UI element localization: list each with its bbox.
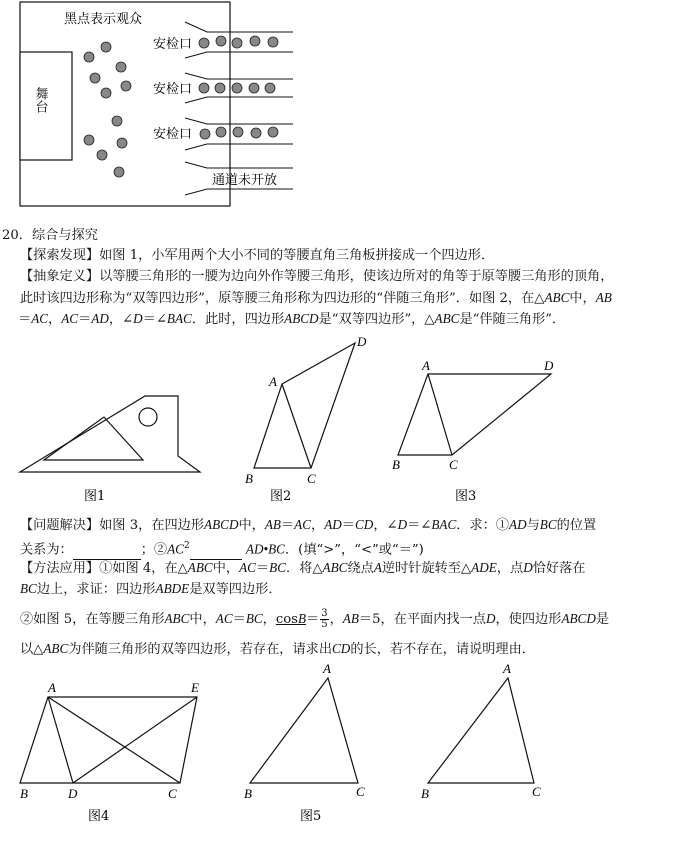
fig1-shape bbox=[20, 396, 200, 472]
text-segment: 中， bbox=[212, 561, 240, 576]
audience-dot bbox=[101, 42, 111, 52]
math-var: AC bbox=[31, 311, 49, 326]
fig4-shape bbox=[20, 697, 197, 783]
math-var: AB bbox=[264, 517, 281, 532]
text-segment: ＝5，在平面内找一点 bbox=[358, 612, 486, 627]
math-var: ABC bbox=[434, 311, 460, 326]
text-segment: 以△ bbox=[20, 642, 44, 657]
question-number-text: 20． bbox=[2, 228, 32, 243]
text-segment: cos bbox=[275, 612, 298, 627]
line-definition-3 bbox=[18, 308, 658, 330]
fig5a-label-A: A bbox=[323, 661, 331, 676]
math-var: ABC bbox=[164, 611, 190, 626]
fig2-caption: 图2 bbox=[270, 489, 292, 504]
math-var: D bbox=[397, 517, 408, 532]
text-segment: ， bbox=[329, 612, 343, 627]
math-var: AC bbox=[61, 311, 79, 326]
venue-diagram bbox=[0, 0, 676, 220]
math-var: ABC bbox=[43, 641, 69, 656]
fig4-label-C: C bbox=[168, 786, 177, 801]
text-segment: ＝ bbox=[78, 312, 92, 327]
text-segment: ，点 bbox=[496, 561, 524, 576]
fig4-label-D: D bbox=[68, 786, 78, 801]
text-segment: ．(填“>”，“<”或“＝”) bbox=[284, 542, 424, 558]
text-segment: ，使四边形 bbox=[495, 612, 562, 627]
fig2-label-D: D bbox=[357, 334, 367, 349]
audience-dot bbox=[216, 127, 226, 137]
text-segment: 【方法应用】①如图 4，在△ bbox=[20, 561, 188, 576]
math-superscript: 2 bbox=[183, 541, 190, 551]
text-segment: 【抽象定义】以等腰三角形的一腰为边向外作等腰三角形，使该边所对的角等于原等腰三角形的顶角， bbox=[20, 269, 614, 284]
audience-dot bbox=[233, 127, 243, 137]
text-segment: 逆时针旋转至△ bbox=[381, 561, 472, 576]
math-var: ABCD bbox=[204, 517, 239, 532]
text-segment: ＝∠ bbox=[407, 518, 432, 533]
text-segment: 是“伴随三角形”． bbox=[459, 312, 566, 327]
math-var: ABC bbox=[544, 290, 570, 305]
audience-dot bbox=[101, 88, 111, 98]
text-segment: ， bbox=[48, 312, 62, 327]
line-definition bbox=[20, 266, 660, 287]
stage-label: 舞台 bbox=[32, 87, 48, 113]
audience-dot bbox=[268, 127, 278, 137]
audience-dot bbox=[84, 135, 94, 145]
math-var: CD bbox=[332, 641, 351, 656]
fig5a-label-B: B bbox=[244, 786, 252, 801]
math-var: BAC bbox=[431, 517, 457, 532]
math-var: ABDE bbox=[155, 581, 190, 596]
fig3-label-A: A bbox=[422, 358, 430, 373]
text-segment: 中， bbox=[189, 612, 216, 627]
fig2-label-A: A bbox=[269, 374, 277, 389]
audience-dot bbox=[121, 81, 131, 91]
math-var: AB bbox=[342, 611, 359, 626]
text-segment: 中， bbox=[569, 291, 596, 306]
math-var: CD bbox=[354, 517, 374, 532]
text-segment: ＝ bbox=[341, 518, 355, 533]
line-application-3 bbox=[20, 607, 660, 632]
line-application-2 bbox=[20, 578, 660, 600]
figures-4-5 bbox=[0, 660, 676, 853]
math-var: AD bbox=[509, 517, 527, 532]
text-segment: ②如图 5，在等腰三角形 bbox=[20, 612, 165, 627]
fig4-label-B: B bbox=[20, 786, 28, 801]
text-segment: ＝ bbox=[18, 312, 32, 327]
fig2-label-B: B bbox=[245, 471, 253, 486]
audience-dot bbox=[250, 36, 260, 46]
fig3-label-D: D bbox=[544, 358, 554, 373]
text-segment: ，∠ bbox=[373, 518, 398, 533]
math-var: AB bbox=[595, 290, 612, 305]
fig5a-label-C: C bbox=[356, 784, 365, 799]
math-var: AC bbox=[239, 560, 256, 575]
text-segment: 边上，求证：四边形 bbox=[36, 582, 156, 597]
fig5b-triangle bbox=[428, 678, 534, 783]
line-application-4 bbox=[20, 638, 660, 660]
math-var: BC bbox=[539, 517, 557, 532]
fig5b-label-C: C bbox=[532, 784, 541, 799]
text-segment: ，∠ bbox=[108, 312, 134, 327]
text-segment: 【探索发现】如图 1，小军用两个大小不同的等腰直角三角板拼接成一个四边形． bbox=[20, 248, 495, 263]
text-segment: ＝ bbox=[280, 518, 295, 533]
math-var: D bbox=[485, 611, 496, 626]
fraction bbox=[320, 609, 328, 630]
fig2-shape bbox=[254, 343, 355, 468]
fig1-caption: 图1 bbox=[84, 489, 106, 504]
math-var: ABCD bbox=[284, 311, 319, 326]
math-var: ABC bbox=[322, 560, 348, 575]
audience-dot bbox=[97, 150, 107, 160]
text-segment: 【问题解决】如图 3，在四边形 bbox=[20, 518, 205, 533]
question-heading: 综合与探究 bbox=[31, 228, 98, 243]
audience-dot bbox=[199, 38, 209, 48]
fig3-caption: 图3 bbox=[455, 489, 477, 504]
math-var: AD•BC bbox=[245, 541, 285, 557]
fig4-label-E: E bbox=[191, 680, 199, 695]
gate-label: 安检口 bbox=[153, 127, 193, 142]
legend-title: 黑点表示观众 bbox=[64, 12, 143, 27]
math-var: ADE bbox=[471, 560, 497, 575]
line-definition-2 bbox=[20, 287, 660, 309]
line-discovery bbox=[20, 245, 660, 266]
text-segment: 为伴随三角形的双等四边形，若存在，请求出 bbox=[68, 642, 333, 657]
text-segment: 中， bbox=[238, 518, 265, 533]
audience-dot bbox=[215, 83, 225, 93]
math-var: BC bbox=[20, 581, 37, 596]
math-var: BC bbox=[245, 611, 263, 626]
audience-dot bbox=[265, 83, 275, 93]
audience-dots bbox=[84, 36, 278, 177]
fig3-label-C: C bbox=[449, 457, 458, 472]
text-segment: ＝ bbox=[255, 561, 270, 576]
text-segment: 是“双等四边形”，△ bbox=[318, 312, 435, 327]
fig3-shape bbox=[398, 374, 551, 455]
fraction-denominator: 5 bbox=[321, 619, 328, 630]
math-var: D bbox=[523, 560, 533, 575]
text-segment: ＝ bbox=[306, 612, 320, 627]
math-var: B bbox=[297, 611, 307, 626]
fig4-caption: 图4 bbox=[88, 809, 110, 824]
fig5a-triangle bbox=[250, 678, 358, 783]
math-var: AC bbox=[167, 541, 184, 557]
text-segment: ．此时，四边形 bbox=[191, 312, 285, 327]
math-var: D bbox=[133, 311, 143, 326]
math-var: ABCD bbox=[561, 611, 596, 626]
math-var: BAC bbox=[166, 311, 192, 326]
fig3-label-B: B bbox=[392, 457, 400, 472]
text-segment: ；② bbox=[140, 542, 168, 558]
audience-dot bbox=[232, 83, 242, 93]
audience-dot bbox=[268, 37, 278, 47]
text-segment: 恰好落在 bbox=[532, 561, 586, 576]
audience-dot bbox=[114, 167, 124, 177]
question-number bbox=[2, 224, 98, 243]
text-segment: 是 bbox=[595, 612, 610, 627]
line-problem bbox=[20, 514, 660, 536]
math-var: AD bbox=[324, 517, 342, 532]
text-segment: ， bbox=[262, 612, 276, 627]
text-segment: ．将△ bbox=[286, 561, 323, 576]
audience-dot bbox=[199, 83, 209, 93]
text-segment: 关系为： bbox=[20, 542, 73, 558]
math-var: AC bbox=[215, 611, 233, 626]
fraction-numerator: 3 bbox=[321, 608, 328, 619]
audience-dot bbox=[90, 73, 100, 83]
text-segment: 的长，若不存在，请说明理由． bbox=[350, 642, 535, 657]
text-segment: ＝∠ bbox=[142, 312, 167, 327]
math-var: BC bbox=[269, 560, 286, 575]
math-var: AD bbox=[91, 311, 109, 326]
figures-1-3 bbox=[0, 330, 676, 510]
line-application bbox=[20, 557, 660, 579]
audience-dot bbox=[112, 116, 122, 126]
fig2-label-C: C bbox=[307, 471, 316, 486]
audience-dot bbox=[216, 36, 226, 46]
closed-channel-label: 通道未开放 bbox=[212, 173, 278, 188]
fig5b-label-B: B bbox=[421, 786, 429, 801]
fig4-label-A: A bbox=[48, 680, 56, 695]
audience-dot bbox=[232, 38, 242, 48]
math-var: ABC bbox=[187, 560, 213, 575]
fig5-caption: 图5 bbox=[300, 809, 322, 824]
text-segment: ， bbox=[311, 518, 325, 533]
text-segment: ．求：① bbox=[456, 518, 510, 533]
math-var: AC bbox=[294, 517, 312, 532]
gate-label: 安检口 bbox=[153, 82, 193, 97]
audience-dot bbox=[116, 62, 126, 72]
gate-label: 安检口 bbox=[153, 37, 193, 52]
audience-dot bbox=[200, 129, 210, 139]
text-segment: 此时该四边形称为“双等四边形”，原等腰三角形称为四边形的“伴随三角形”．如图 2，在△ bbox=[20, 291, 545, 306]
text-segment: 与 bbox=[526, 518, 540, 533]
fig5b-label-A: A bbox=[503, 661, 511, 676]
text-segment: ＝ bbox=[232, 612, 246, 627]
math-var: A bbox=[373, 560, 382, 575]
text-segment: 是双等四边形． bbox=[189, 582, 282, 597]
text-segment: 的位置 bbox=[556, 518, 597, 533]
audience-dot bbox=[117, 138, 127, 148]
audience-dot bbox=[84, 52, 94, 62]
audience-dot bbox=[251, 128, 261, 138]
text-segment: 绕点 bbox=[347, 561, 374, 576]
audience-dot bbox=[249, 83, 259, 93]
